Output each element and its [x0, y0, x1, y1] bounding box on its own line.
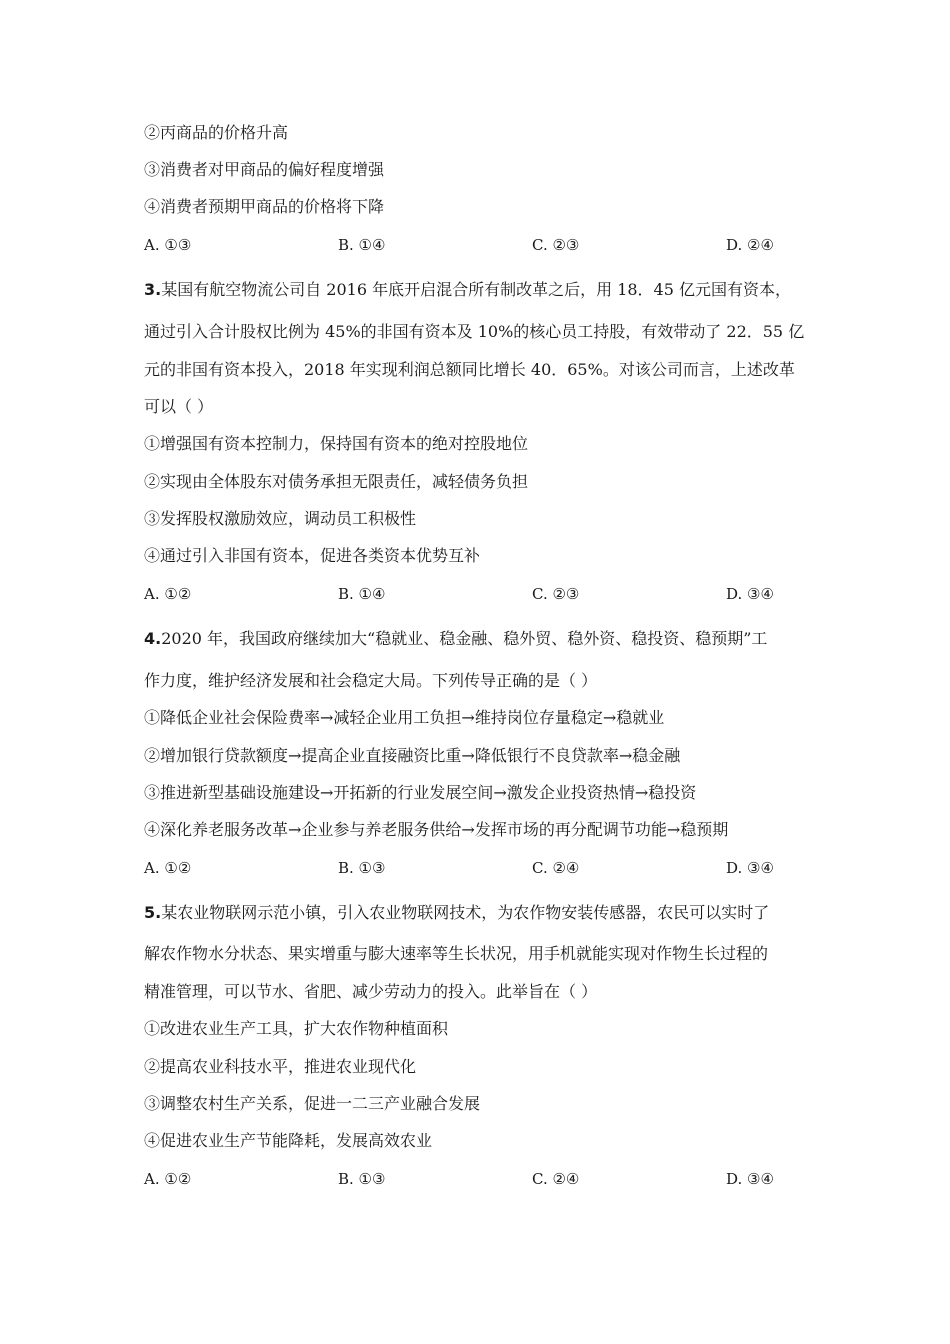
q3-option-a: A. ①② — [144, 585, 192, 603]
q5-statement-4: ④促进农业生产节能降耗，发展高效农业 — [144, 1131, 433, 1150]
q4-statement-3: ③推进新型基础设施建设→开拓新的行业发展空间→激发企业投资热情→稳投资 — [144, 783, 697, 802]
q2-option-a: A. ①③ — [144, 236, 192, 254]
q4-stem-line-1 — [144, 629, 767, 649]
q4-option-b: B. ①③ — [338, 859, 386, 877]
q2-option-c: C. ②③ — [532, 236, 580, 254]
q4-option-c: C. ②④ — [532, 859, 580, 877]
q5-option-a: A. ①② — [144, 1170, 192, 1188]
q2-option-d: D. ②④ — [726, 236, 774, 254]
q3-statement-3: ③发挥股权激励效应，调动员工积极性 — [144, 509, 417, 528]
q3-stem-line-4: 可以（ ） — [144, 397, 214, 416]
q3-statement-1: ①增强国有资本控制力，保持国有资本的绝对控股地位 — [144, 434, 529, 453]
q5-statement-3: ③调整农村生产关系，促进一二三产业融合发展 — [144, 1094, 481, 1113]
q5-stem-line-1 — [144, 903, 769, 923]
q3-stem-line-2: 通过引入合计股权比例为 45%的非国有资本及 10%的核心员工持股，有效带动了 22．55 亿 — [144, 322, 805, 341]
q3-stem-line-3: 元的非国有资本投入，2018 年实现利润总额同比增长 40．65%。对该公司而言，上述改革 — [144, 360, 795, 379]
q4-statement-2: ②增加银行贷款额度→提高企业直接融资比重→降低银行不良贷款率→稳金融 — [144, 746, 681, 765]
q4-statement-4: ④深化养老服务改革→企业参与养老服务供给→发挥市场的再分配调节功能→稳预期 — [144, 820, 729, 839]
q3-option-b: B. ①④ — [338, 585, 386, 603]
q4-option-d: D. ③④ — [726, 859, 774, 877]
q3-number: 3. — [144, 280, 162, 299]
q4-stem-line-2: 作力度，维护经济发展和社会稳定大局。下列传导正确的是（ ） — [144, 671, 598, 690]
q4-stem-text-1: 2020 年，我国政府继续加大“稳就业、稳金融、稳外贸、稳外资、稳投资、稳预期”工 — [161, 629, 768, 648]
q2-statement-2: ②丙商品的价格升高 — [144, 123, 289, 142]
q2-statement-3: ③消费者对甲商品的偏好程度增强 — [144, 160, 385, 179]
q3-stem-line-1 — [144, 280, 791, 300]
q4-statement-1: ①降低企业社会保险费率→减轻企业用工负担→维持岗位存量稳定→稳就业 — [144, 708, 665, 727]
q5-statement-1: ①改进农业生产工具，扩大农作物种植面积 — [144, 1019, 449, 1038]
q5-stem-text-1: 某农业物联网示范小镇，引入农业物联网技术，为农作物安装传感器，农民可以实时了 — [161, 903, 770, 922]
q3-statement-2: ②实现由全体股东对债务承担无限责任，减轻债务负担 — [144, 472, 529, 491]
q2-option-b: B. ①④ — [338, 236, 386, 254]
q4-option-a: A. ①② — [144, 859, 192, 877]
q5-stem-line-2: 解农作物水分状态、果实增重与膨大速率等生长状况，用手机就能实现对作物生长过程的 — [144, 944, 769, 963]
q3-statement-4: ④通过引入非国有资本，促进各类资本优势互补 — [144, 546, 481, 565]
q5-option-c: C. ②④ — [532, 1170, 580, 1188]
q4-number: 4. — [144, 629, 162, 648]
q5-option-d: D. ③④ — [726, 1170, 774, 1188]
q3-option-c: C. ②③ — [532, 585, 580, 603]
q3-option-d: D. ③④ — [726, 585, 774, 603]
q5-statement-2: ②提高农业科技水平，推进农业现代化 — [144, 1057, 417, 1076]
q5-option-b: B. ①③ — [338, 1170, 386, 1188]
q3-stem-text-1: 某国有航空物流公司自 2016 年底开启混合所有制改革之后，用 18．45 亿元国有资本， — [161, 280, 792, 299]
q5-stem-line-3: 精准管理，可以节水、省肥、减少劳动力的投入。此举旨在（ ） — [144, 982, 598, 1001]
q2-statement-4: ④消费者预期甲商品的价格将下降 — [144, 197, 385, 216]
q5-number: 5. — [144, 903, 162, 922]
